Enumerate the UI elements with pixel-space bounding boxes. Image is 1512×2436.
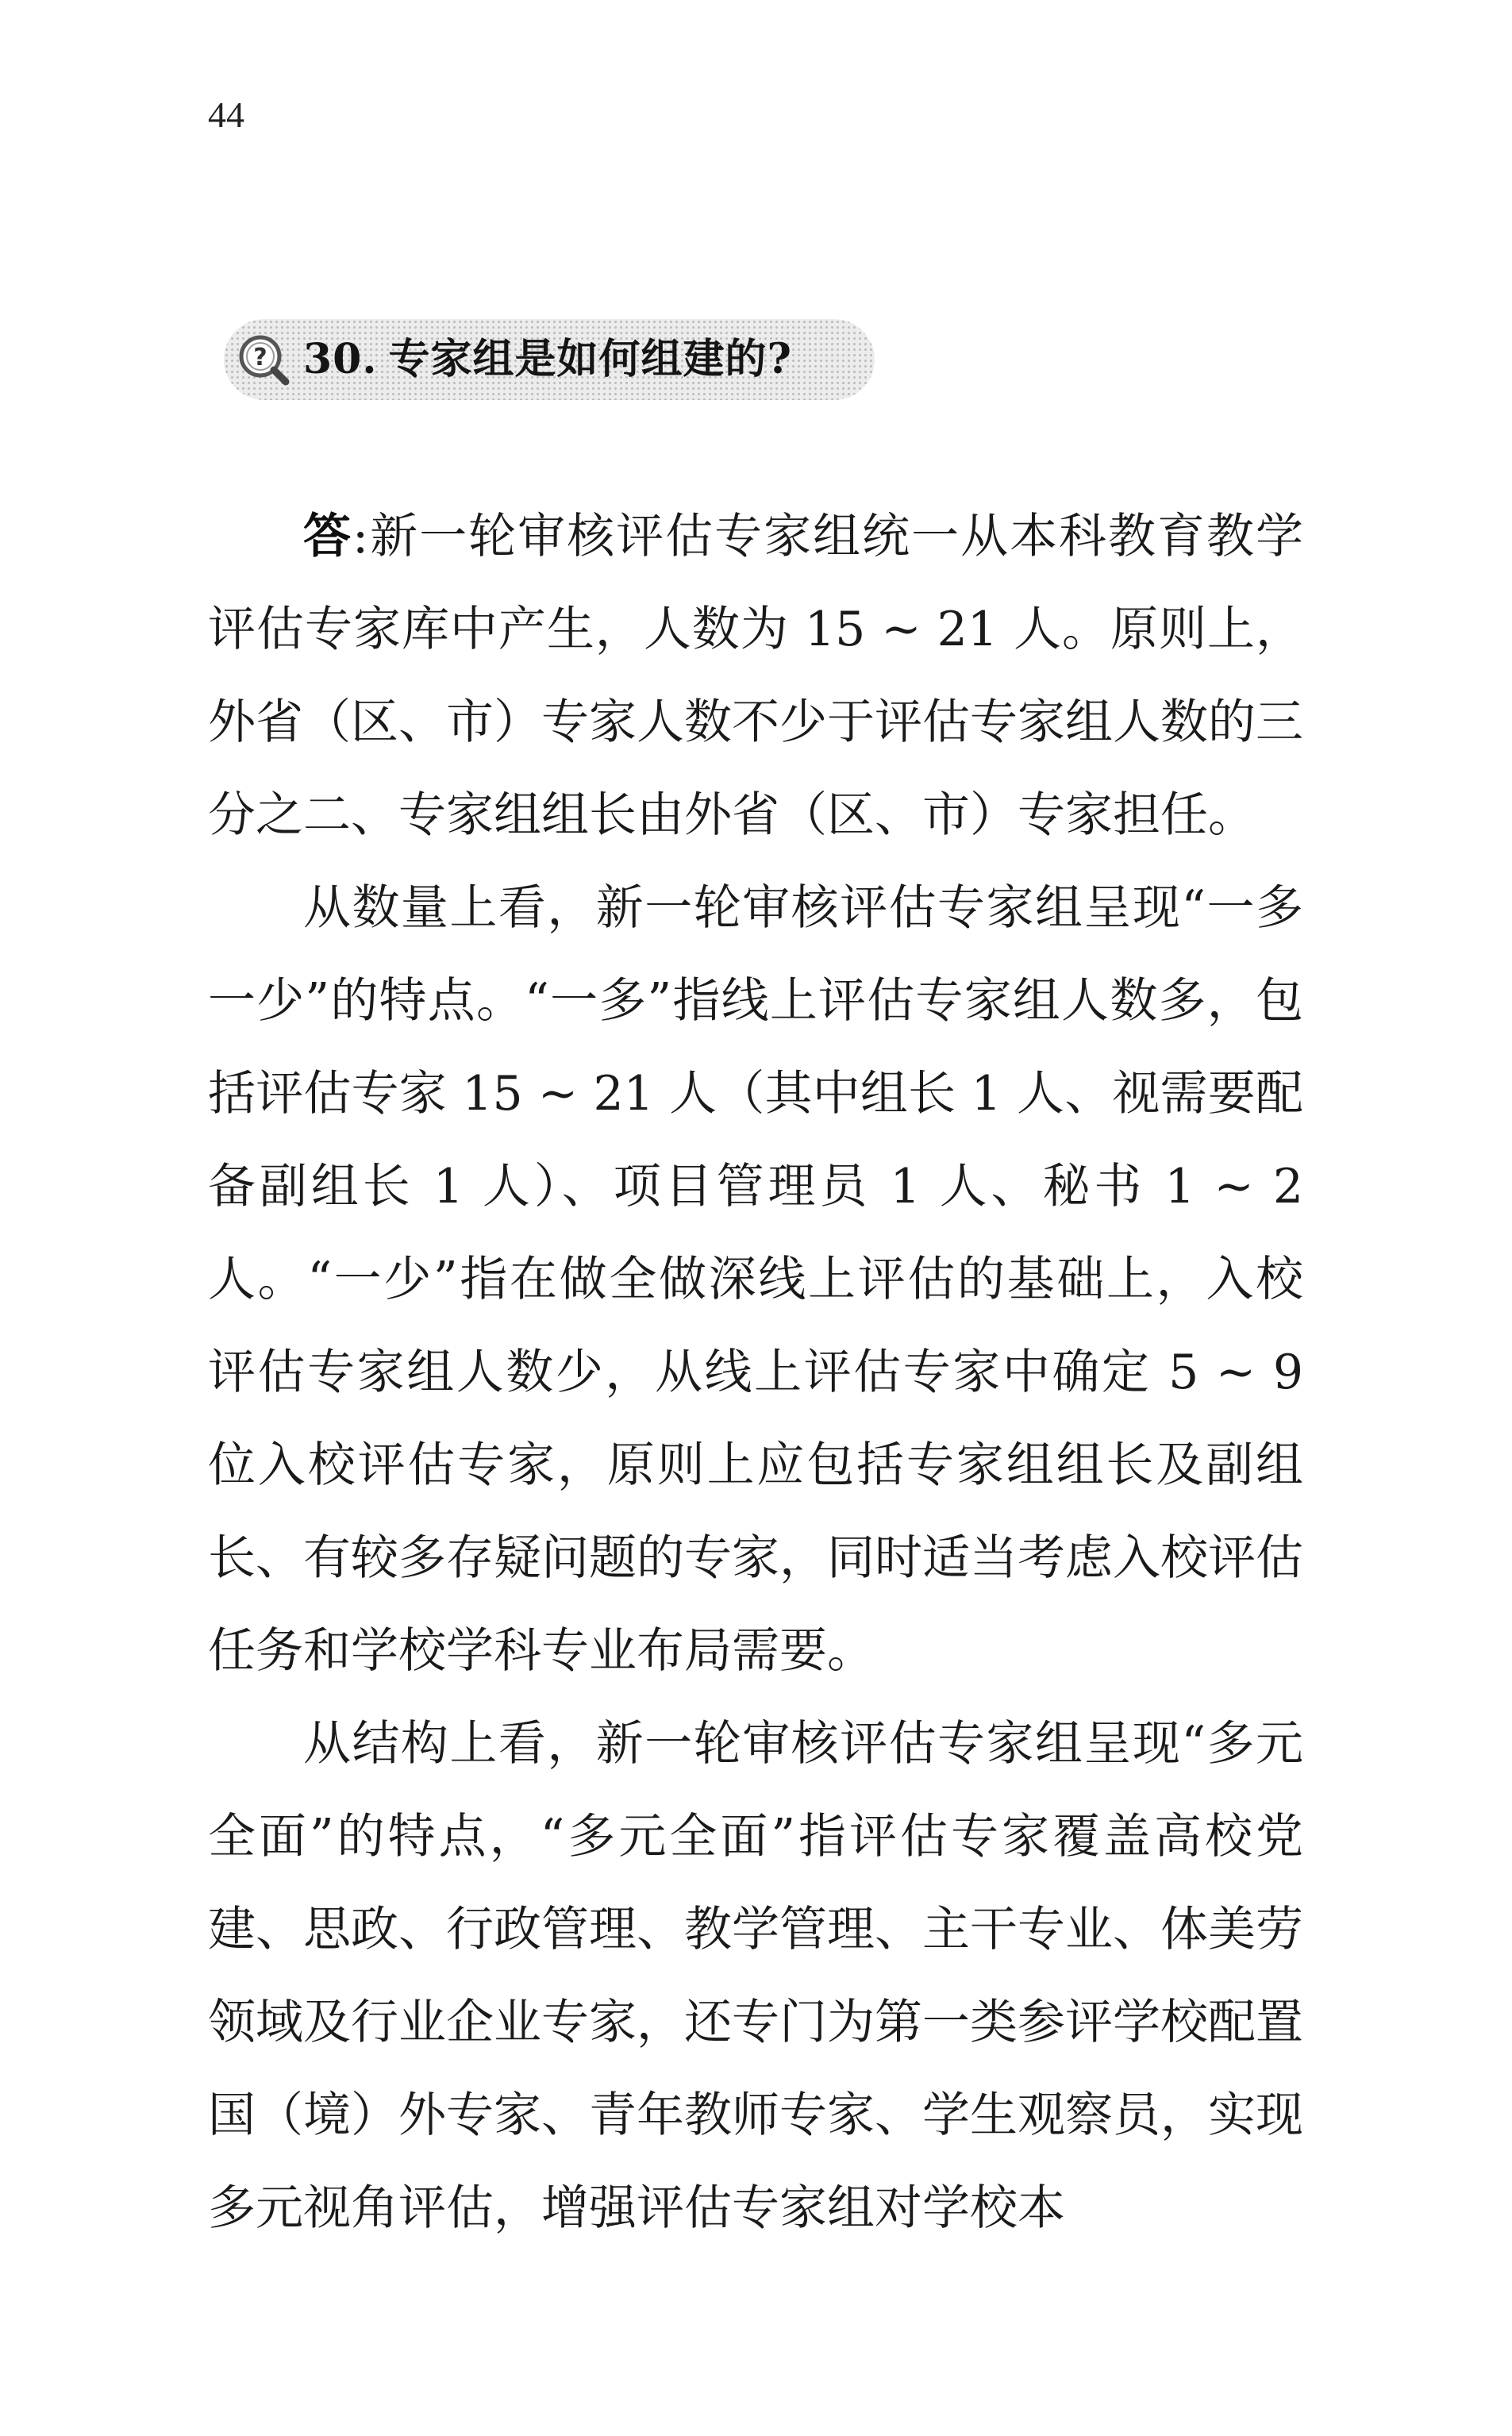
answer-paragraph-3: 从结构上看，新一轮审核评估专家组呈现“多元全面”的特点，“多元全面”指评估专家覆盖高校党建、思政、行政管理、教学管理、主干专业、体美劳领域及行业企业专家，还专门为第一类参评学校配置国（境）外专家、青年教师专家、学生观察员，实现多元视角评估，增强评估专家组对学校本 (208, 1716, 1303, 2236)
answer-body (208, 491, 1303, 2255)
question-title (303, 335, 792, 383)
answer-paragraph-2: 从数量上看，新一轮审核评估专家组呈现“一多一少”的特点。“一多”指线上评估专家组人数多，包括评估专家 15 ~ 21 人（其中组长 1 人、视需要配备副组长 1 人）、项目管理员 1 人、秘书 1 ~ 2 人。“一少”指在做全做深线上评估的基础上，入校评估专家组人数少，从线上评估专家中确定 5 ~ 9 位入校评估专家，原则上应包括专家组组长及副组长、有较多存疑问题的专家，同时适当考虑入校评估任务和学校学科专业布局需要。 (208, 880, 1303, 1679)
answer-paragraph-1 (208, 491, 1303, 862)
answer-paragraph-1-text: 新一轮审核评估专家组统一从本科教育教学评估专家库中产生，人数为 15 ~ 21 人。原则上，外省（区、市）专家人数不少于评估专家组人数的三分之二、专家组组长由外省（区、市）专家担任。 (208, 509, 1304, 843)
question-number: 30. (303, 335, 378, 383)
question-magnifier-icon (235, 331, 292, 388)
answer-colon: : (352, 509, 369, 564)
question-header (224, 319, 875, 400)
question-title-text: 专家组是如何组建的? (388, 335, 792, 383)
svg-text:?: ? (253, 344, 267, 371)
page-number: 44 (208, 94, 244, 135)
answer-label: 答 (303, 509, 352, 564)
